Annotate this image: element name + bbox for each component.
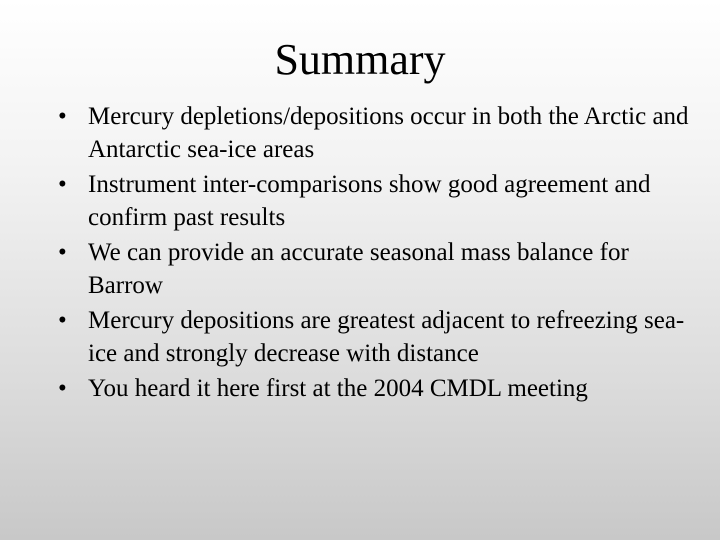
bullet-text: You heard it here first at the 2004 CMDL meeting — [88, 375, 588, 402]
bullet-list — [52, 100, 692, 407]
bullet-item — [52, 304, 692, 370]
bullet-icon: • — [58, 375, 67, 402]
bullet-icon: • — [58, 171, 67, 198]
bullet-text: Instrument inter-comparisons show good agreement and confirm past results — [88, 171, 651, 231]
slide-title: Summary — [274, 35, 446, 84]
bullet-icon: • — [58, 103, 67, 130]
bullet-item — [52, 168, 692, 234]
bullet-text: We can provide an accurate seasonal mass balance for Barrow — [88, 239, 629, 299]
bullet-icon: • — [58, 239, 67, 266]
bullet-item — [52, 236, 692, 302]
bullet-text: Mercury depletions/depositions occur in both the Arctic and Antarctic sea-ice areas — [88, 103, 689, 163]
bullet-icon: • — [58, 307, 67, 334]
bullet-item — [52, 372, 692, 405]
bullet-text: Mercury depositions are greatest adjacent to refreezing sea-ice and strongly decrease with distance — [88, 307, 685, 367]
bullet-item — [52, 100, 692, 166]
